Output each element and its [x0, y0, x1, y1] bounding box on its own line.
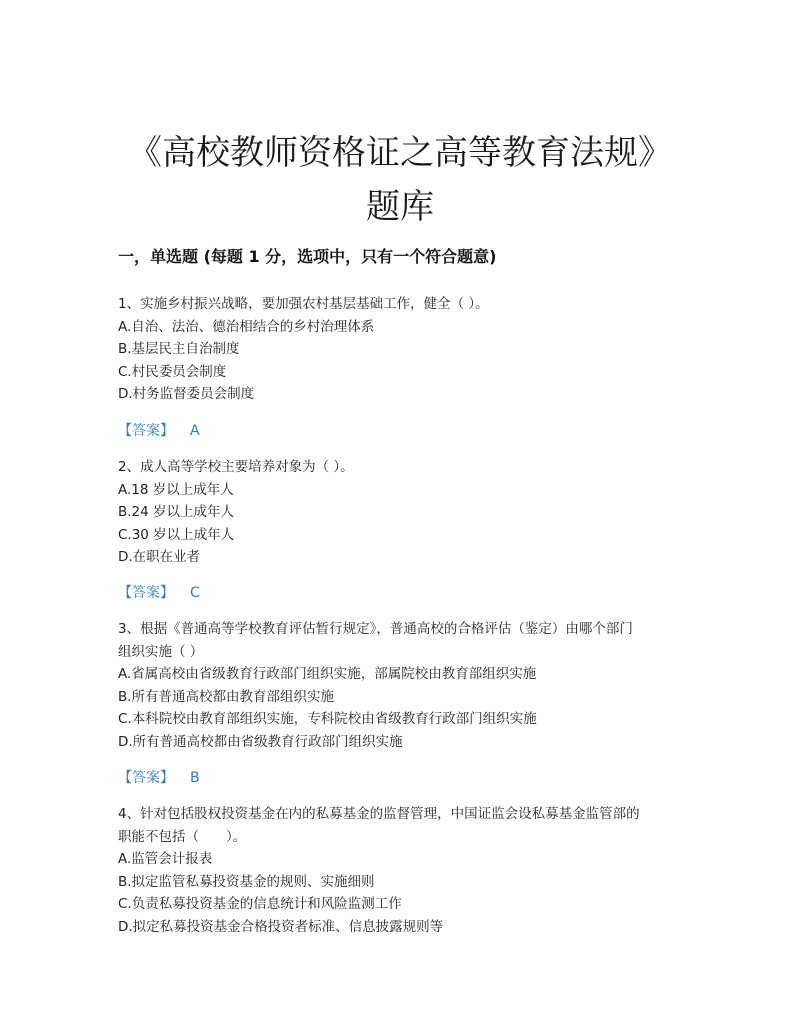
answer-value: C — [190, 585, 200, 601]
question-stem: 4、针对包括股权投资基金在内的私募基金的监督管理，中国证监会设私募基金监管部的 — [118, 806, 640, 822]
option-c: C.负责私募投资基金的信息统计和风险监测工作 — [118, 896, 402, 912]
option-c: C.本科院校由教育部组织实施，专科院校由省级教育行政部门组织实施 — [118, 711, 537, 727]
option-d: D.拟定私募投资基金合格投资者标准、信息披露规则等 — [118, 918, 444, 935]
question-stem: 3、根据《普通高等学校教育评估暂行规定》，普通高校的合格评估（鉴定）由哪个部门 — [118, 621, 633, 637]
option-d: D.村务监督委员会制度 — [118, 386, 255, 402]
question-3 — [118, 618, 688, 753]
option-b: B.24 岁以上成年人 — [118, 504, 235, 520]
answer-value: A — [190, 423, 200, 439]
section-heading: 一，单选题 (每题 1 分，选项中，只有一个符合题意) — [118, 247, 497, 266]
document-title-line1: 《高校教师资格证之高等教育法规》 — [128, 132, 672, 173]
option-b: B.所有普通高校都由教育部组织实施 — [118, 688, 335, 705]
answer-3 — [118, 767, 200, 787]
question-stem-continued: 组织实施（ ） — [118, 643, 204, 660]
question-4 — [118, 803, 688, 938]
option-b: B.基层民主自治制度 — [118, 341, 240, 357]
option-c: C.30 岁以上成年人 — [118, 526, 235, 543]
option-d: D.在职在业者 — [118, 549, 201, 565]
answer-label: 【答案】 — [118, 585, 174, 601]
option-a: A.监管会计报表 — [118, 851, 213, 867]
answer-1 — [118, 420, 200, 440]
option-a: A.自治、法治、德治相结合的乡村治理体系 — [118, 318, 375, 335]
document-title-line2: 题库 — [366, 186, 434, 227]
option-b: B.拟定监管私募投资基金的规则、实施细则 — [118, 873, 375, 890]
question-stem: 1、实施乡村振兴战略，要加强农村基层基础工作，健全（ ）。 — [118, 296, 489, 312]
question-stem-continued: 职能不包括（ ）。 — [118, 828, 247, 845]
option-c: C.村民委员会制度 — [118, 363, 227, 380]
answer-label: 【答案】 — [118, 423, 174, 439]
option-a: A.18 岁以上成年人 — [118, 481, 234, 498]
question-1 — [118, 293, 688, 406]
question-2 — [118, 456, 688, 569]
question-stem: 2、成人高等学校主要培养对象为（ ）。 — [118, 459, 354, 475]
option-d: D.所有普通高校都由省级教育行政部门组织实施 — [118, 733, 403, 750]
answer-label: 【答案】 — [118, 770, 174, 786]
option-a: A.省属高校由省级教育行政部门组织实施，部属院校由教育部组织实施 — [118, 666, 537, 682]
answer-value: B — [190, 770, 200, 786]
answer-2 — [118, 582, 200, 602]
